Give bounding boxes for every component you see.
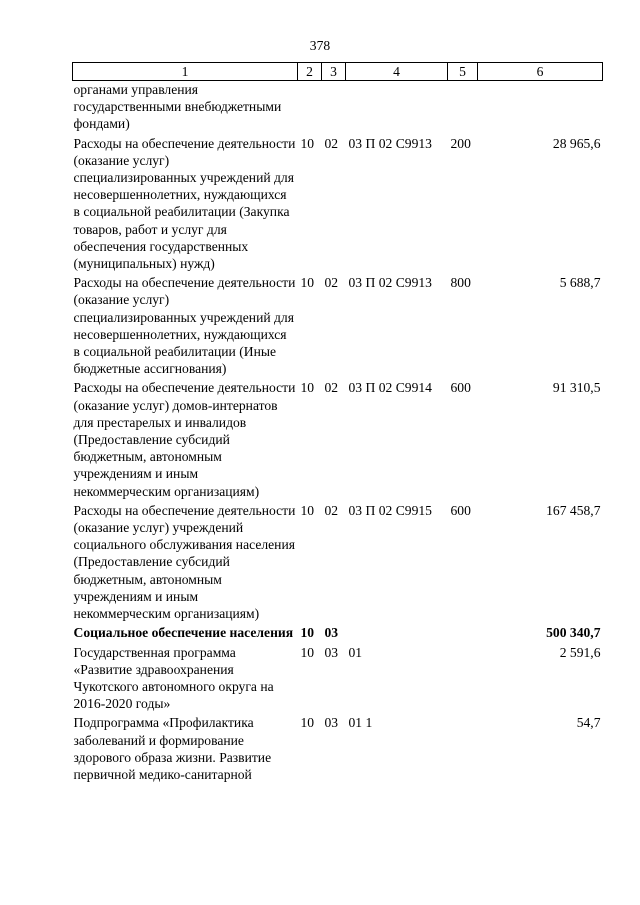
row-subsection-code: 03 <box>324 644 339 660</box>
header-col-5: 5 <box>448 63 478 81</box>
row-section-code: 10 <box>300 380 315 396</box>
row-target-article: 03 П 02 С9913 <box>348 275 432 291</box>
row-subsection-code: 02 <box>324 275 339 291</box>
row-amount: 28 965,6 <box>552 135 601 151</box>
table-row <box>73 377 603 499</box>
row-subsection-code: 03 <box>324 625 339 641</box>
row-expense-type: 600 <box>450 380 471 396</box>
row-subsection-code: 03 <box>324 715 339 731</box>
row-expense-type: 200 <box>450 135 471 151</box>
row-subsection-code: 02 <box>324 502 339 518</box>
row-amount: 5 688,7 <box>559 275 601 291</box>
row-amount: 91 310,5 <box>552 380 601 396</box>
row-section-code <box>298 81 322 133</box>
table-row <box>73 500 603 622</box>
table-row <box>73 272 603 377</box>
row-amount: 500 340,7 <box>546 625 601 641</box>
row-expense-type: 800 <box>450 275 471 291</box>
row-subsection-code <box>322 81 346 133</box>
table-header <box>73 63 603 81</box>
header-col-3: 3 <box>322 63 346 81</box>
row-target-article <box>346 622 448 641</box>
row-section-code: 10 <box>300 135 315 151</box>
row-amount: 167 458,7 <box>546 502 601 518</box>
budget-table <box>72 62 603 783</box>
row-name: органами управления государственными внебюджетными фондами) <box>73 82 282 132</box>
row-name: Расходы на обеспечение деятельности (оказание услуг) специализированных учреждений для несовершеннолетних, нуждающихся в социальной реабилитации (Иные бюджетные ассигнования) <box>73 275 296 377</box>
header-col-6: 6 <box>478 63 603 81</box>
row-section-code: 10 <box>300 644 315 660</box>
row-amount: 54,7 <box>576 715 601 731</box>
row-name: Расходы на обеспечение деятельности (оказание услуг) специализированных учреждений для несовершеннолетних, нуждающихся в социальной реабилитации (Закупка товаров, работ и услуг для обеспечения государственных (муниципальных) нужд) <box>73 135 296 272</box>
row-section-code: 10 <box>300 275 315 291</box>
row-section-code: 10 <box>300 625 315 641</box>
header-col-2: 2 <box>298 63 322 81</box>
row-target-article: 03 П 02 С9915 <box>348 502 432 518</box>
row-name: Государственная программа «Развитие здравоохранения Чукотского автономного округа на 2016-2020 годы» <box>73 644 274 712</box>
row-subsection-code: 02 <box>324 380 339 396</box>
row-target-article <box>346 81 448 133</box>
row-expense-type <box>448 712 478 783</box>
row-target-article: 01 1 <box>348 715 373 731</box>
table-row <box>73 712 603 783</box>
header-col-1: 1 <box>73 63 298 81</box>
table-row <box>73 133 603 273</box>
table-row <box>73 622 603 641</box>
row-section-code: 10 <box>300 502 315 518</box>
row-name: Подпрограмма «Профилактика заболеваний и формирование здорового образа жизни. Развитие первичной медико-санитарной <box>73 715 272 782</box>
row-amount: 2 591,6 <box>559 644 601 660</box>
row-target-article: 01 <box>348 644 363 660</box>
row-target-article: 03 П 02 С9913 <box>348 135 432 151</box>
row-name: Расходы на обеспечение деятельности (оказание услуг) домов-интернатов для престарелых и инвалидов (Предоставление субсидий бюджетным, автономным учреждениям и иным некоммерческим организациям) <box>73 380 296 499</box>
table-body <box>73 81 603 784</box>
row-subsection-code: 02 <box>324 135 339 151</box>
row-expense-type <box>448 622 478 641</box>
header-col-4: 4 <box>346 63 448 81</box>
row-amount <box>478 81 603 133</box>
row-name: Социальное обеспечение населения <box>73 625 294 641</box>
table-row <box>73 642 603 713</box>
row-section-code: 10 <box>300 715 315 731</box>
row-expense-type: 600 <box>450 502 471 518</box>
page-number: 378 <box>309 38 331 53</box>
row-expense-type <box>448 81 478 133</box>
header-row <box>73 63 603 81</box>
row-target-article: 03 П 02 С9914 <box>348 380 432 396</box>
table-row <box>73 81 603 133</box>
row-name: Расходы на обеспечение деятельности (оказание услуг) учреждений социального обслуживания населения (Предоставление субсидий бюджетным, автономным учреждениям и иным некоммерческим организациям) <box>73 502 296 622</box>
row-expense-type <box>448 642 478 713</box>
